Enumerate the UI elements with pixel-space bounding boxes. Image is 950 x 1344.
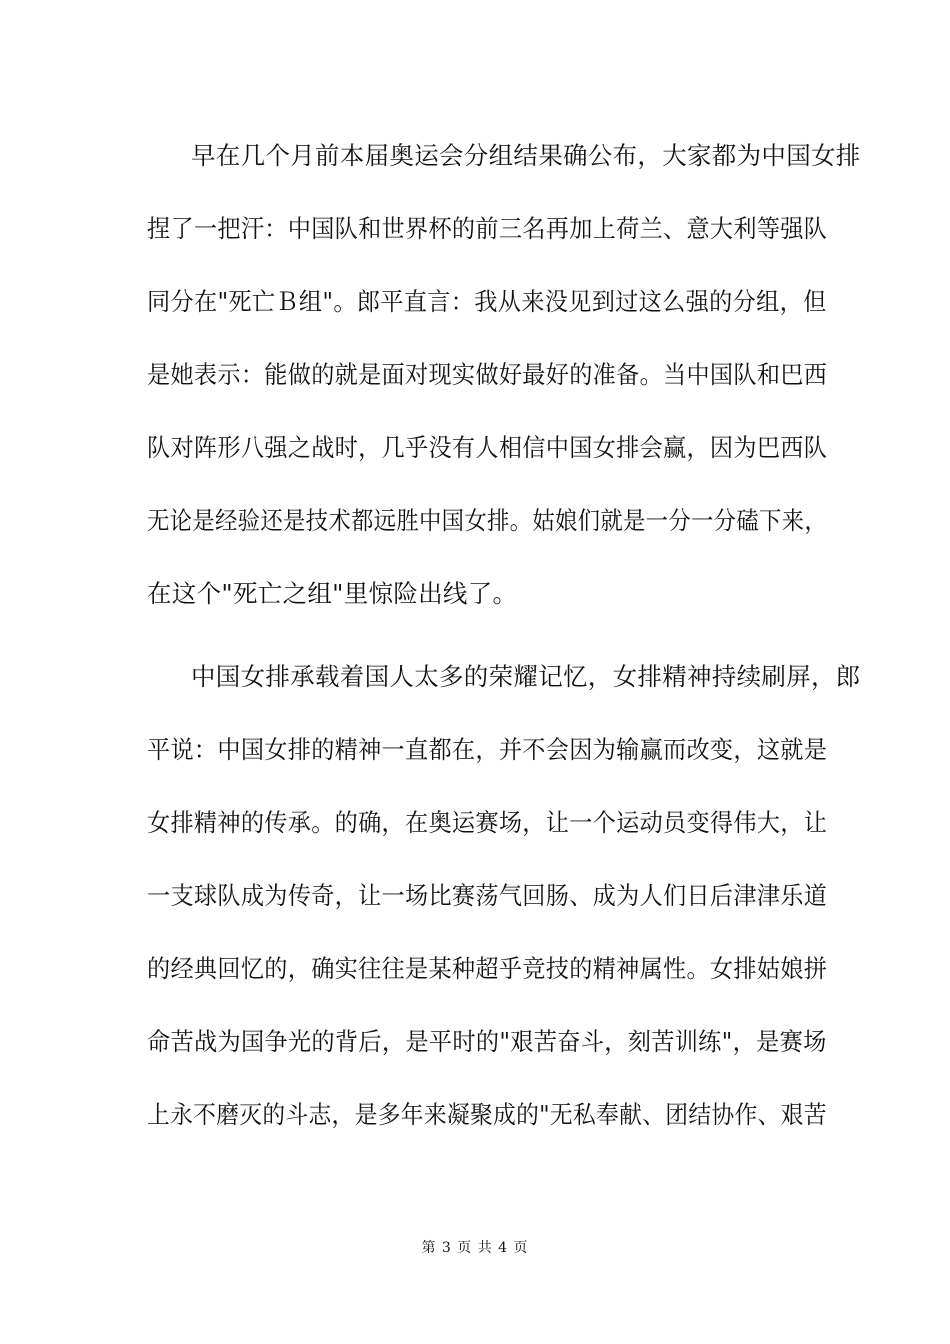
text-line: 女排精神的传承。的确，在奥运赛场，让一个运动员变得伟大，让: [147, 808, 828, 837]
text-line: 上永不磨灭的斗志，是多年来凝聚成的"无私奉献、团结协作、艰苦: [147, 1100, 827, 1129]
text-line: 是她表示：能做的就是面对现实做好最好的准备。当中国队和巴西: [147, 360, 828, 389]
page-number-label: 第 3 页 共 4 页: [421, 1240, 529, 1256]
text-line: 同分在"死亡Ｂ组"。郎平直言：我从来没见到过这么强的分组，但: [147, 287, 827, 316]
text-line: 的经典回忆的，确实往往是某种超乎竞技的精神属性。女排姑娘拼: [147, 954, 828, 983]
text-line: 平说：中国女排的精神一直都在，并不会因为输赢而改变，这就是: [147, 735, 828, 764]
text-line: 中国女排承载着国人太多的荣耀记忆，女排精神持续刷屏，郎: [191, 662, 861, 691]
text-line: 捏了一把汗：中国队和世界杯的前三名再加上荷兰、意大利等强队: [147, 214, 828, 243]
page-footer: [0, 1239, 950, 1257]
text-line: 早在几个月前本届奥运会分组结果确公布，大家都为中国女排: [191, 141, 861, 170]
text-line: 一支球队成为传奇，让一场比赛荡气回肠、成为人们日后津津乐道: [147, 881, 828, 910]
text-line: 队对阵形八强之战时，几乎没有人相信中国女排会赢，因为巴西队: [147, 433, 828, 462]
text-line: 无论是经验还是技术都远胜中国女排。姑娘们就是一分一分磕下来，: [147, 506, 828, 535]
text-line: 在这个"死亡之组"里惊险出线了。: [147, 579, 518, 608]
text-line: 命苦战为国争光的背后，是平时的"艰苦奋斗，刻苦训练"，是赛场: [147, 1027, 827, 1056]
